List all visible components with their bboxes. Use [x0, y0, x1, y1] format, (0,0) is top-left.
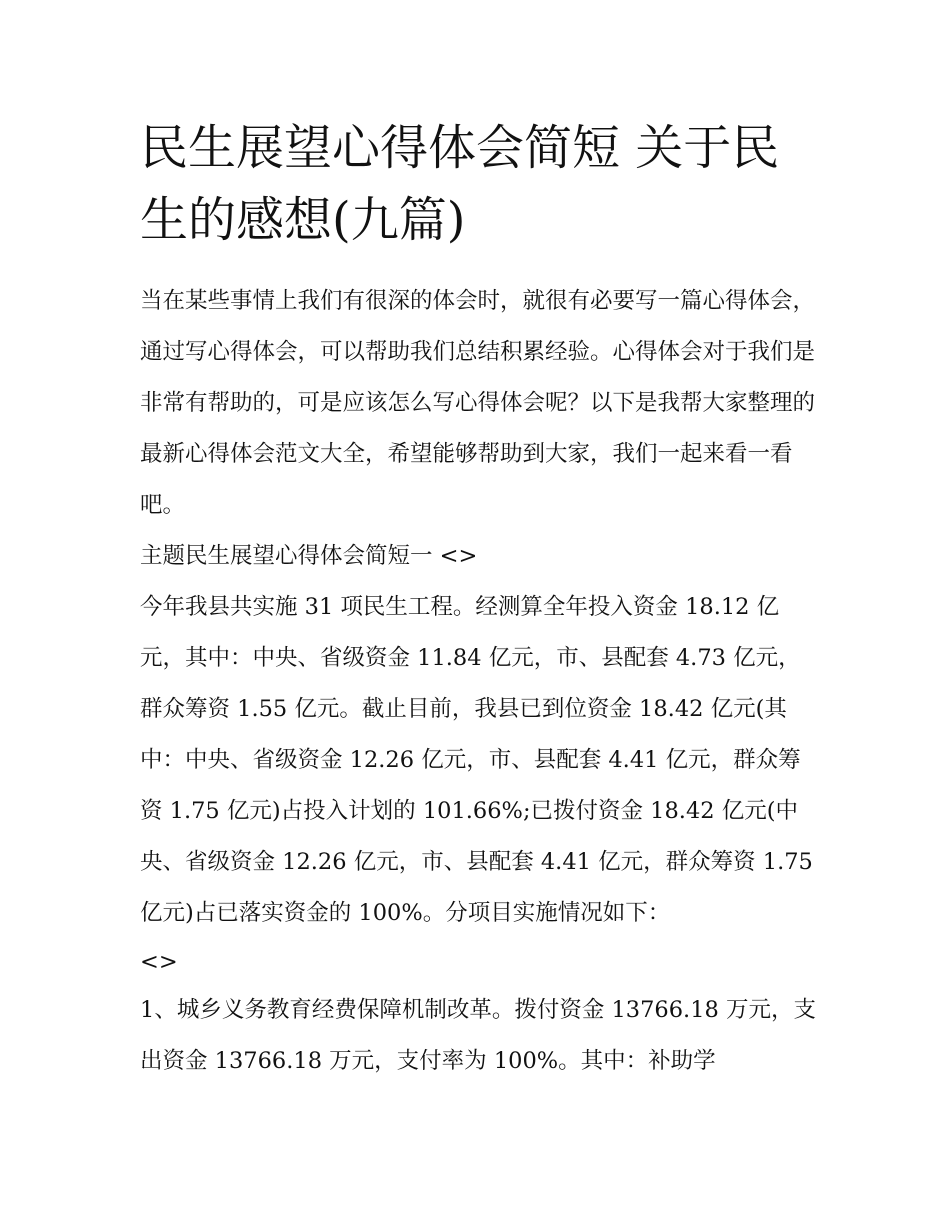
section-heading: 主题民生展望心得体会简短一 <> [140, 543, 478, 569]
summary-paragraph: 今年我县共实施 31 项民生工程。经测算全年投入资金 18.12 亿元，其中：中央、省级资金 11.84 亿元，市、县配套 4.73 亿元，群众筹资 1.55 亿元。截止目前，我县已到位资金 18.42 亿元(其中：中央、省级资金 12.26 亿元，市、县配套 4.41 亿元，群众筹资 1.75 亿元)占投入计划的 101.66%;已拨付资金 18.42 亿元(中央、省级资金 12.26 亿元，市、县配套 4.41 亿元，群众筹资 1.75 亿元)占已落实资金的 100%。分项目实施情况如下： [140, 594, 813, 926]
intro-paragraph: 当在某些事情上我们有很深的体会时，就很有必要写一篇心得体会，通过写心得体会，可以帮助我们总结积累经验。心得体会对于我们是非常有帮助的，可是应该怎么写心得体会呢？以下是我帮大家整理的最新心得体会范文大全，希望能够帮助到大家，我们一起来看一看吧。 [140, 288, 816, 518]
document-title: 民生展望心得体会简短 关于民生的感想(九篇) [140, 120, 780, 248]
document-body [140, 276, 820, 1087]
placeholder-marker: <> [140, 949, 178, 975]
item-paragraph-1: 1、城乡义务教育经费保障机制改革。拨付资金 13766.18 万元，支出资金 13766.18 万元，支付率为 100%。其中：补助学 [140, 997, 816, 1074]
